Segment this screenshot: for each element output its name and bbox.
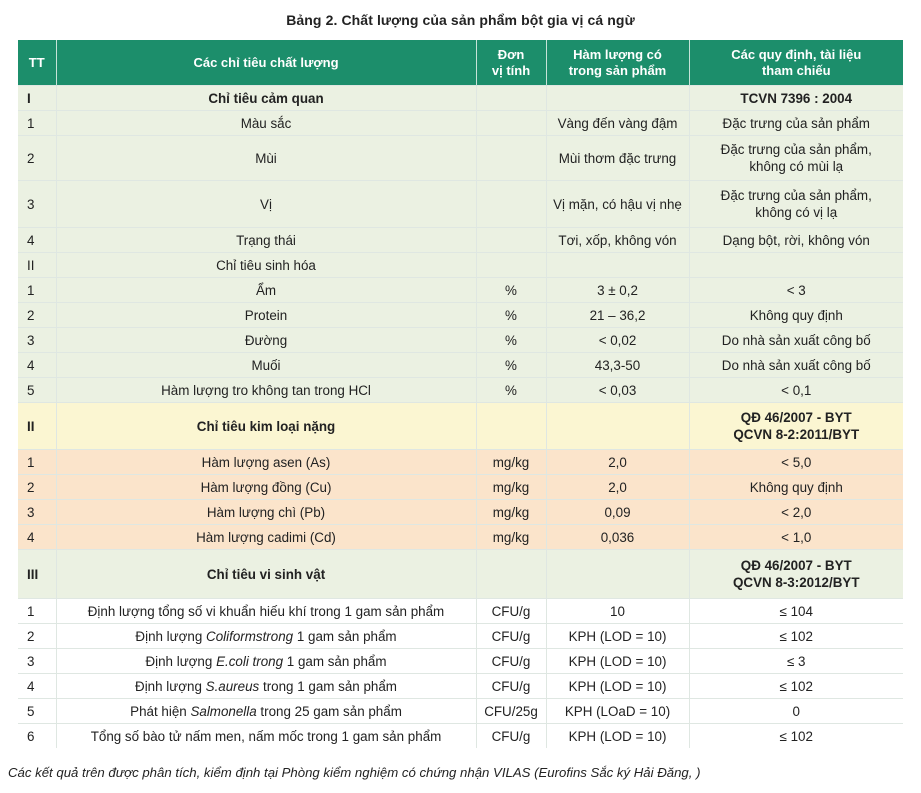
criteria-cell: Định lượng S.aureus trong 1 gam sản phẩm: [56, 674, 476, 699]
reference-cell: Không quy định: [689, 475, 903, 500]
section-label: Chỉ tiêu cảm quan: [56, 86, 476, 111]
content-cell: [546, 253, 689, 278]
content-cell: 2,0: [546, 475, 689, 500]
table-row: [18, 278, 903, 303]
reference-cell: QĐ 46/2007 - BYT QCVN 8-3:2012/BYT: [689, 550, 903, 599]
unit-cell: [476, 550, 546, 599]
unit-cell: mg/kg: [476, 450, 546, 475]
reference-cell: 0: [689, 699, 903, 724]
unit-cell: CFU/g: [476, 674, 546, 699]
content-cell: < 0,03: [546, 378, 689, 403]
content-cell: Vàng đến vàng đậm: [546, 111, 689, 136]
unit-cell: [476, 86, 546, 111]
unit-cell: %: [476, 353, 546, 378]
row-number: 4: [18, 674, 56, 699]
content-cell: Tơi, xốp, không vón: [546, 228, 689, 253]
section-label: Chỉ tiêu sinh hóa: [56, 253, 476, 278]
section-number: II: [18, 403, 56, 450]
unit-cell: CFU/g: [476, 624, 546, 649]
reference-cell: < 1,0: [689, 525, 903, 550]
content-cell: Vị mặn, có hậu vị nhẹ: [546, 181, 689, 228]
unit-cell: CFU/g: [476, 599, 546, 624]
criteria-cell: Đường: [56, 328, 476, 353]
unit-cell: [476, 253, 546, 278]
reference-cell: ≤ 102: [689, 624, 903, 649]
table-row: [18, 353, 903, 378]
criteria-cell: Hàm lượng cadimi (Cd): [56, 525, 476, 550]
criteria-cell: Ẩm: [56, 278, 476, 303]
row-number: 6: [18, 724, 56, 749]
content-cell: KPH (LOD = 10): [546, 624, 689, 649]
section-row-biochemical: [18, 253, 903, 278]
criteria-cell: Hàm lượng đồng (Cu): [56, 475, 476, 500]
criteria-cell: Trạng thái: [56, 228, 476, 253]
section-label: Chỉ tiêu vi sinh vật: [56, 550, 476, 599]
unit-cell: mg/kg: [476, 475, 546, 500]
unit-cell: [476, 136, 546, 181]
criteria-cell: Tổng số bào tử nấm men, nấm mốc trong 1 gam sản phẩm: [56, 724, 476, 749]
table-row: [18, 624, 903, 649]
unit-cell: CFU/g: [476, 724, 546, 749]
content-cell: 10: [546, 599, 689, 624]
table-row: [18, 724, 903, 749]
row-number: 1: [18, 278, 56, 303]
section-row-heavy-metals: [18, 403, 903, 450]
content-cell: [546, 403, 689, 450]
content-cell: 21 – 36,2: [546, 303, 689, 328]
header-unit: Đơn vị tính: [476, 40, 546, 86]
content-cell: [546, 86, 689, 111]
reference-cell: Đặc trưng của sản phẩm: [689, 111, 903, 136]
row-number: 1: [18, 111, 56, 136]
criteria-cell: Định lượng tổng số vi khuẩn hiếu khí trong 1 gam sản phẩm: [56, 599, 476, 624]
table-row: [18, 475, 903, 500]
unit-cell: [476, 111, 546, 136]
row-number: 1: [18, 599, 56, 624]
content-cell: < 0,02: [546, 328, 689, 353]
table-row: [18, 378, 903, 403]
reference-cell: < 2,0: [689, 500, 903, 525]
section-number: III: [18, 550, 56, 599]
quality-table: [18, 40, 903, 748]
table-row: [18, 599, 903, 624]
criteria-cell: Màu sắc: [56, 111, 476, 136]
reference-cell: [689, 253, 903, 278]
criteria-cell: Hàm lượng tro không tan trong HCl: [56, 378, 476, 403]
unit-cell: %: [476, 328, 546, 353]
reference-cell: ≤ 102: [689, 674, 903, 699]
table-row: [18, 111, 903, 136]
unit-cell: mg/kg: [476, 525, 546, 550]
row-number: 4: [18, 228, 56, 253]
section-row-sensory: [18, 86, 903, 111]
unit-cell: CFU/25g: [476, 699, 546, 724]
row-number: 4: [18, 353, 56, 378]
section-label: Chỉ tiêu kim loại nặng: [56, 403, 476, 450]
content-cell: KPH (LOD = 10): [546, 674, 689, 699]
reference-cell: Do nhà sản xuất công bố: [689, 353, 903, 378]
table-row: [18, 699, 903, 724]
reference-cell: Đặc trưng của sản phẩm, không có vị lạ: [689, 181, 903, 228]
unit-cell: %: [476, 378, 546, 403]
content-cell: [546, 550, 689, 599]
content-cell: 43,3-50: [546, 353, 689, 378]
table-row: [18, 136, 903, 181]
table-row: [18, 328, 903, 353]
header-reference: Các quy định, tài liệu tham chiếu: [689, 40, 903, 86]
reference-cell: TCVN 7396 : 2004: [689, 86, 903, 111]
criteria-cell: Hàm lượng asen (As): [56, 450, 476, 475]
row-number: 2: [18, 136, 56, 181]
row-number: 4: [18, 525, 56, 550]
table-row: [18, 674, 903, 699]
reference-cell: Không quy định: [689, 303, 903, 328]
content-cell: Mùi thơm đặc trưng: [546, 136, 689, 181]
table-row: [18, 228, 903, 253]
criteria-cell: Muối: [56, 353, 476, 378]
row-number: 2: [18, 475, 56, 500]
content-cell: 3 ± 0,2: [546, 278, 689, 303]
unit-cell: [476, 181, 546, 228]
reference-cell: < 0,1: [689, 378, 903, 403]
content-cell: KPH (LOaD = 10): [546, 699, 689, 724]
content-cell: KPH (LOD = 10): [546, 724, 689, 749]
content-cell: 0,09: [546, 500, 689, 525]
section-number: II: [18, 253, 56, 278]
header-tt: TT: [18, 40, 56, 86]
section-row-microbiology: [18, 550, 903, 599]
content-cell: KPH (LOD = 10): [546, 649, 689, 674]
header-row: [18, 40, 903, 86]
table-title: Bảng 2. Chất lượng của sản phẩm bột gia vị cá ngừ: [286, 12, 635, 28]
reference-cell: Do nhà sản xuất công bố: [689, 328, 903, 353]
reference-cell: ≤ 102: [689, 724, 903, 749]
criteria-cell: Hàm lượng chì (Pb): [56, 500, 476, 525]
reference-cell: < 3: [689, 278, 903, 303]
reference-cell: QĐ 46/2007 - BYT QCVN 8-2:2011/BYT: [689, 403, 903, 450]
table-row: [18, 500, 903, 525]
criteria-cell: Định lượng Coliformstrong 1 gam sản phẩm: [56, 624, 476, 649]
unit-cell: CFU/g: [476, 649, 546, 674]
row-number: 3: [18, 500, 56, 525]
unit-cell: mg/kg: [476, 500, 546, 525]
header-criteria: Các chỉ tiêu chất lượng: [56, 40, 476, 86]
row-number: 1: [18, 450, 56, 475]
reference-cell: ≤ 104: [689, 599, 903, 624]
reference-cell: Đặc trưng của sản phẩm, không có mùi lạ: [689, 136, 903, 181]
unit-cell: %: [476, 303, 546, 328]
row-number: 2: [18, 303, 56, 328]
table-row: [18, 450, 903, 475]
unit-cell: [476, 403, 546, 450]
row-number: 3: [18, 328, 56, 353]
row-number: 3: [18, 181, 56, 228]
criteria-cell: Phát hiện Salmonella trong 25 gam sản phẩm: [56, 699, 476, 724]
criteria-cell: Protein: [56, 303, 476, 328]
unit-cell: [476, 228, 546, 253]
reference-cell: ≤ 3: [689, 649, 903, 674]
header-content: Hàm lượng có trong sản phẩm: [546, 40, 689, 86]
unit-cell: %: [476, 278, 546, 303]
row-number: 5: [18, 378, 56, 403]
table-row: [18, 649, 903, 674]
section-number: I: [18, 86, 56, 111]
table-row: [18, 181, 903, 228]
reference-cell: < 5,0: [689, 450, 903, 475]
table-row: [18, 303, 903, 328]
table-row: [18, 525, 903, 550]
criteria-cell: Vị: [56, 181, 476, 228]
criteria-cell: Định lượng E.coli trong 1 gam sản phẩm: [56, 649, 476, 674]
row-number: 2: [18, 624, 56, 649]
row-number: 5: [18, 699, 56, 724]
content-cell: 2,0: [546, 450, 689, 475]
row-number: 3: [18, 649, 56, 674]
criteria-cell: Mùi: [56, 136, 476, 181]
reference-cell: Dạng bột, rời, không vón: [689, 228, 903, 253]
content-cell: 0,036: [546, 525, 689, 550]
footnote: Các kết quả trên được phân tích, kiểm định tại Phòng kiểm nghiệm có chứng nhận VILAS (Eurofins Sắc ký Hải Đăng, ): [8, 765, 701, 780]
